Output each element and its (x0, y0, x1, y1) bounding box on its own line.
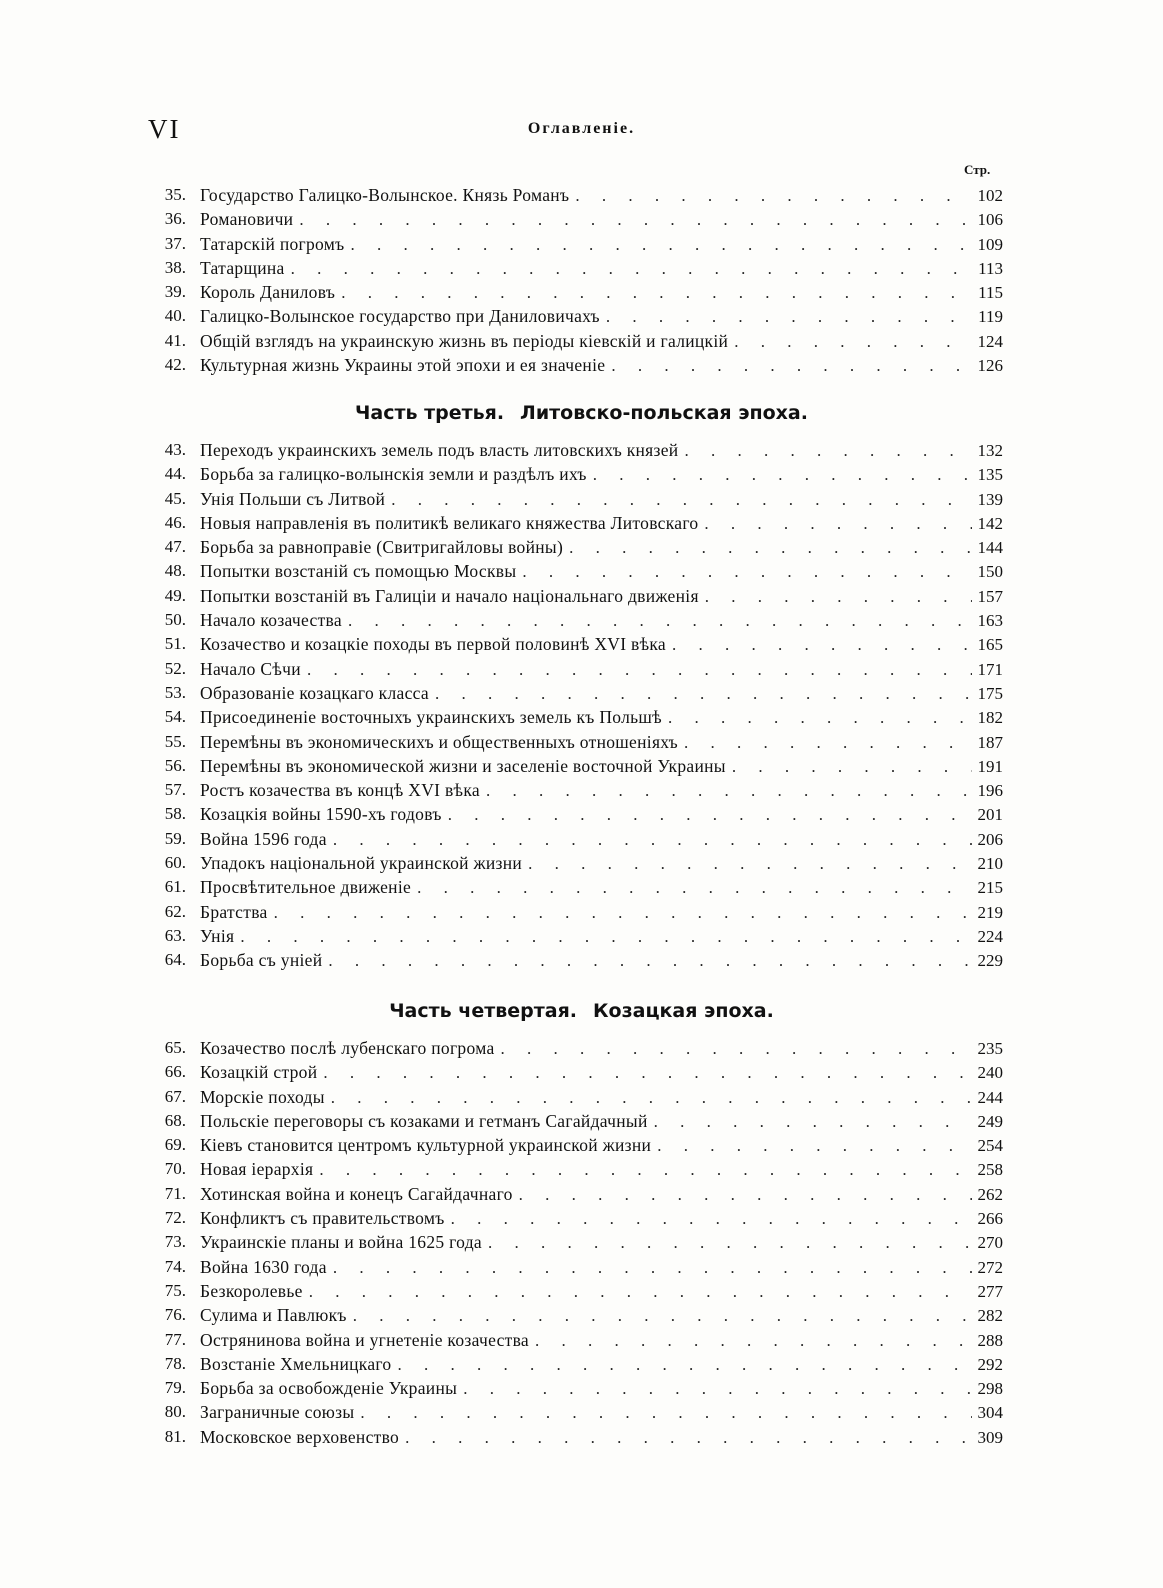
toc-entry-number: 78. (164, 1353, 186, 1373)
toc-entry-body (200, 827, 1003, 851)
toc-entry-number: 44. (164, 464, 186, 484)
toc-entry (148, 584, 1003, 608)
toc-entry-page: 150 (977, 562, 1003, 582)
toc-entry-number: 69. (164, 1135, 186, 1155)
toc-entry-title: Хотинская война и конецъ Сагайдачнаго (200, 1183, 513, 1204)
toc-entry-number: 65. (164, 1038, 186, 1057)
toc-entry (148, 1279, 1003, 1303)
toc-entry-body (200, 802, 1003, 826)
toc-entry-page: 142 (977, 513, 1003, 533)
toc-entry-page: 277 (977, 1281, 1003, 1301)
toc-entry-title: Унія Польши съ Литвой (200, 488, 386, 509)
toc-entry-page: 282 (977, 1306, 1003, 1326)
dot-leader (360, 1401, 971, 1425)
toc-entry-number: 47. (164, 537, 186, 557)
toc-entry-title: Ростъ козачества въ концѣ XVI вѣка (200, 780, 480, 801)
dot-leader (333, 828, 972, 852)
toc-entry-number: 73. (164, 1232, 186, 1252)
toc-entry-body (200, 924, 1003, 948)
toc-entry-title: Татарщина (200, 257, 285, 278)
toc-entry-number: 53. (164, 682, 186, 702)
dot-leader (291, 257, 973, 281)
toc-entry-body (200, 304, 1003, 328)
toc-entry-page: 258 (977, 1160, 1003, 1180)
toc-entry-body (200, 900, 1003, 924)
toc-section-part4 (148, 1036, 1003, 1449)
toc-entry (148, 183, 1003, 207)
toc-entry-body (200, 535, 1003, 559)
toc-entry-number: 46. (164, 512, 186, 532)
toc-entry-number: 37. (164, 233, 186, 253)
dot-leader (398, 1353, 972, 1377)
toc-entry-page: 196 (977, 781, 1003, 801)
toc-entry-body (200, 462, 1003, 486)
toc-entry-page: 175 (977, 683, 1003, 703)
toc-entry-number: 63. (164, 925, 186, 945)
toc-entry-title: Переходъ украинскихъ земель подъ власть литовскихъ князей (200, 440, 679, 460)
toc-entry-body (200, 875, 1003, 899)
dot-leader (319, 1158, 971, 1182)
toc-entry-body (200, 730, 1003, 754)
toc-entry-title: Война 1630 года (200, 1256, 327, 1277)
toc-entry-title: Война 1596 года (200, 828, 327, 849)
toc-entry-title: Сулима и Павлюкъ (200, 1305, 347, 1326)
toc-entry-number: 57. (164, 780, 186, 800)
toc-entry (148, 900, 1003, 924)
toc-entry-title: Перемѣны въ экономической жизни и заселеніе восточной Украины (200, 755, 726, 776)
dot-leader (323, 1061, 971, 1085)
toc-entry-body (200, 778, 1003, 802)
toc-entry (148, 511, 1003, 535)
toc-entry-page: 182 (977, 708, 1003, 728)
toc-entry (148, 207, 1003, 231)
toc-entry (148, 681, 1003, 705)
dot-leader (309, 1280, 972, 1304)
toc-entry-body (200, 1109, 1003, 1133)
toc-entry-body (200, 1060, 1003, 1084)
toc-entry-page: 210 (977, 854, 1003, 874)
toc-entry (148, 657, 1003, 681)
toc-entry-page: 109 (977, 234, 1003, 254)
toc-entry-number: 70. (164, 1159, 186, 1179)
toc-entry (148, 827, 1003, 851)
toc-entry-number: 74. (164, 1256, 186, 1276)
toc-entry-title: Козацкія войны 1590-хъ годовъ (200, 804, 442, 825)
dot-leader (672, 633, 972, 657)
page-column-label: Стр. (964, 162, 991, 177)
toc-entry (148, 1303, 1003, 1327)
toc-entry-number: 48. (164, 561, 186, 581)
dot-leader (611, 354, 971, 378)
dot-leader (519, 1183, 972, 1207)
toc-entry-number: 66. (164, 1062, 186, 1082)
toc-entry (148, 608, 1003, 632)
dot-leader (328, 949, 971, 973)
toc-entry-body (200, 584, 1003, 608)
toc-entry-page: 119 (978, 307, 1003, 327)
toc-entry-title: Борьба за галицко-волынскія земли и раздѣлъ ихъ (200, 464, 587, 485)
toc-entry-number: 81. (164, 1426, 186, 1446)
toc-entry-page: 171 (977, 659, 1003, 679)
toc-entry-body (200, 511, 1003, 535)
toc-entry-number: 40. (164, 306, 186, 326)
toc-entry-number: 79. (164, 1378, 186, 1398)
toc-entry-number: 41. (164, 330, 186, 350)
toc-entry-title: Романовичи (200, 209, 294, 230)
toc-entry-title: Борьба за равноправіе (Свитригайловы войны) (200, 537, 564, 558)
toc-entry (148, 535, 1003, 559)
toc-entry (148, 1109, 1003, 1133)
toc-entry-page: 288 (977, 1330, 1003, 1350)
toc-entry-number: 39. (164, 282, 186, 302)
toc-entry-body (200, 754, 1003, 778)
dot-leader (704, 512, 971, 536)
toc-entry-number: 60. (164, 853, 186, 873)
toc-entry-body (200, 608, 1003, 632)
toc-entry (148, 875, 1003, 899)
toc-entry-page: 272 (977, 1257, 1003, 1277)
dot-leader (732, 755, 972, 779)
toc-entry-number: 67. (164, 1086, 186, 1106)
toc-entry-body (200, 681, 1003, 705)
dot-leader (593, 463, 972, 487)
toc-entry-number: 71. (164, 1183, 186, 1203)
toc-entry-title: Унія (200, 925, 235, 946)
toc-entry-title: Перемѣны въ экономическихъ и общественныхъ отношеніяхъ (200, 731, 679, 752)
toc-entry-title: Общій взглядъ на украинскую жизнь въ періоды кіевскій и галицкій (200, 330, 729, 351)
dot-leader (351, 233, 972, 257)
toc-entry-title: Заграничные союзы (200, 1402, 355, 1423)
toc-entry-body (200, 1085, 1003, 1109)
toc-entry-title: Братства (200, 901, 268, 922)
toc-entry-body (200, 256, 1003, 280)
dot-leader (657, 1134, 971, 1158)
dot-leader (299, 208, 971, 232)
toc-entry-body (200, 1255, 1003, 1279)
toc-entry-title: Возстаніе Хмельницкаго (200, 1353, 392, 1374)
toc-entry-body (200, 632, 1003, 656)
toc-entry-body (200, 1400, 1003, 1424)
toc-entry-title: Козачество послѣ лубенскаго погрома (200, 1038, 495, 1058)
toc-entry-body (200, 329, 1003, 353)
toc-entry (148, 1036, 1003, 1060)
dot-leader (240, 925, 971, 949)
dot-leader (522, 560, 971, 584)
dot-leader (528, 852, 971, 876)
toc-entry-title: Просвѣтительное движеніе (200, 877, 412, 898)
toc-entry-page: 201 (977, 805, 1003, 825)
dot-leader (684, 731, 971, 755)
toc-entry-body (200, 1182, 1003, 1206)
toc-entry-title: Новыя направленія въ политикѣ великаго княжества Литовскаго (200, 512, 699, 533)
toc-entry-number: 77. (164, 1329, 186, 1349)
toc-entry-number: 62. (164, 901, 186, 921)
dot-leader (405, 1426, 971, 1450)
toc-entry (148, 462, 1003, 486)
toc-entry-body (200, 851, 1003, 875)
page-title: Оглавленіе. (527, 120, 636, 137)
toc-entry (148, 1352, 1003, 1376)
toc-entry (148, 1425, 1003, 1449)
toc-entry-page: 292 (977, 1354, 1003, 1374)
toc-entry-title: Образованіе козацкаго класса (200, 682, 429, 703)
toc-entry-title: Упадокъ національной украинской жизни (200, 853, 523, 874)
toc-entry (148, 948, 1003, 972)
toc-entry-number: 68. (164, 1110, 186, 1130)
toc-entry-page: 157 (977, 586, 1003, 606)
toc-entry-body (200, 1328, 1003, 1352)
toc-entry-page: 163 (977, 611, 1003, 631)
toc-entry-page: 262 (977, 1184, 1003, 1204)
toc-entry (148, 802, 1003, 826)
toc-entry-body (200, 1036, 1003, 1060)
toc-entry-page: 235 (977, 1039, 1003, 1058)
toc-entry-page: 113 (978, 258, 1003, 278)
toc-section-part3 (148, 438, 1003, 973)
toc-entry-title: Украинскіе планы и война 1625 года (200, 1232, 482, 1253)
toc-entry (148, 304, 1003, 328)
dot-leader (535, 1329, 972, 1353)
toc-entry-number: 38. (164, 257, 186, 277)
toc-entry-number: 42. (164, 355, 186, 375)
toc-entry-body (200, 353, 1003, 377)
toc-entry-title: Начало козачества (200, 610, 342, 631)
toc-section-part2-tail (148, 183, 1003, 377)
section-heading-part3 (0, 402, 1163, 424)
dot-leader (463, 1377, 971, 1401)
toc-entry-page: 219 (977, 902, 1003, 922)
toc-entry (148, 1376, 1003, 1400)
toc-entry-body (200, 1157, 1003, 1181)
toc-entry (148, 329, 1003, 353)
toc-entry-number: 35. (164, 185, 186, 204)
dot-leader (353, 1304, 972, 1328)
toc-entry-body (200, 1376, 1003, 1400)
toc-entry (148, 1230, 1003, 1254)
dot-leader (341, 281, 972, 305)
toc-entry (148, 1060, 1003, 1084)
toc-entry-page: 309 (977, 1427, 1003, 1447)
page-number: VI (148, 114, 181, 144)
section-heading-title: Литовско-польская эпоха. (520, 402, 808, 424)
toc-entry-number: 58. (164, 804, 186, 824)
dot-leader (307, 658, 972, 682)
toc-entry-page: 229 (977, 951, 1003, 971)
toc-entry-title: Острянинова война и угнетеніе козачества (200, 1329, 529, 1350)
toc-entry-page: 126 (977, 356, 1003, 376)
toc-entry-page: 124 (977, 331, 1003, 351)
dot-leader (501, 1037, 972, 1061)
toc-entry-title: Присоединеніе восточныхъ украинскихъ земель къ Польшѣ (200, 707, 662, 728)
toc-entry-number: 51. (164, 634, 186, 654)
toc-entry-title: Безкоролевье (200, 1280, 303, 1301)
toc-entry-page: 254 (977, 1136, 1003, 1156)
toc-entry-title: Московское верховенство (200, 1426, 400, 1447)
section-heading-part4 (0, 1000, 1163, 1022)
toc-entry (148, 487, 1003, 511)
toc-entry-page: 144 (977, 538, 1003, 558)
toc-entry-body (200, 1279, 1003, 1303)
toc-entry-number: 61. (164, 877, 186, 897)
toc-entry-body (200, 487, 1003, 511)
dot-leader (569, 536, 971, 560)
toc-entry-title: Король Даниловъ (200, 282, 336, 303)
dot-leader (654, 1110, 972, 1134)
toc-entry-body (200, 438, 1003, 462)
toc-entry-title: Культурная жизнь Украины этой эпохи и ея значеніе (200, 355, 606, 376)
toc-entry-page: 135 (977, 465, 1003, 485)
toc-entry-body (200, 1303, 1003, 1327)
toc-entry (148, 730, 1003, 754)
toc-entry-page: 304 (977, 1403, 1003, 1423)
section-heading-part-label: Часть третья. (355, 402, 505, 424)
toc-entry (148, 1328, 1003, 1352)
dot-leader (486, 779, 972, 803)
dot-leader (606, 305, 972, 329)
toc-entry-number: 75. (164, 1280, 186, 1300)
toc-entry-body (200, 1133, 1003, 1157)
toc-entry-body (200, 948, 1003, 972)
section-heading-title: Козацкая эпоха. (593, 1000, 774, 1022)
toc-entry-title: Польскіе переговоры съ козаками и гетманъ Сагайдачный (200, 1110, 648, 1131)
toc-entry-body (200, 705, 1003, 729)
dot-leader (734, 330, 971, 354)
toc-entry-page: 206 (977, 829, 1003, 849)
toc-entry-page: 249 (977, 1111, 1003, 1131)
toc-entry (148, 632, 1003, 656)
dot-leader (684, 439, 971, 463)
toc-entry-number: 59. (164, 828, 186, 848)
toc-entry-body (200, 559, 1003, 583)
toc-entry-number: 76. (164, 1305, 186, 1325)
toc-entry (148, 438, 1003, 462)
toc-entry (148, 559, 1003, 583)
toc-entry-body (200, 183, 1003, 207)
toc-entry-number: 49. (164, 585, 186, 605)
dot-leader (391, 488, 971, 512)
dot-leader (331, 1086, 972, 1110)
dot-leader (668, 706, 972, 730)
toc-entry (148, 353, 1003, 377)
toc-entry-title: Конфликтъ съ правительствомъ (200, 1208, 445, 1229)
toc-entry-number: 36. (164, 209, 186, 229)
toc-entry-number: 43. (164, 440, 186, 459)
toc-entry-body (200, 1425, 1003, 1449)
toc-entry-number: 56. (164, 755, 186, 775)
dot-leader (705, 585, 972, 609)
dot-leader (274, 901, 972, 925)
dot-leader (448, 803, 972, 827)
toc-entry-title: Борьба съ уніей (200, 950, 323, 971)
toc-entry-body (200, 1206, 1003, 1230)
toc-entry-title: Козачество и козацкіе походы въ первой половинѣ XVI вѣка (200, 634, 666, 655)
toc-entry-page: 115 (978, 283, 1003, 303)
toc-entry-number: 50. (164, 610, 186, 630)
toc-entry-page: 102 (977, 186, 1003, 205)
toc-entry-body (200, 1230, 1003, 1254)
toc-entry (148, 232, 1003, 256)
toc-entry (148, 851, 1003, 875)
toc-entry-body (200, 232, 1003, 256)
toc-entry (148, 705, 1003, 729)
toc-entry (148, 1206, 1003, 1230)
toc-entry-number: 52. (164, 658, 186, 678)
toc-entry-page: 266 (977, 1209, 1003, 1229)
running-head (0, 114, 1163, 154)
dot-leader (348, 609, 972, 633)
toc-entry-title: Попытки возстаній съ помощью Москвы (200, 561, 517, 582)
toc-entry (148, 1400, 1003, 1424)
toc-entry-title: Государство Галицко-Волынское. Князь Романъ (200, 185, 570, 205)
toc-entry-number: 80. (164, 1402, 186, 1422)
toc-entry-title: Попытки возстаній въ Галиціи и начало національнаго движенія (200, 585, 699, 606)
toc-entry (148, 924, 1003, 948)
toc-entry-page: 132 (977, 441, 1003, 460)
toc-entry-number: 45. (164, 488, 186, 508)
toc-entry-page: 270 (977, 1233, 1003, 1253)
toc-entry (148, 1157, 1003, 1181)
toc-entry-body (200, 280, 1003, 304)
toc-entry (148, 1085, 1003, 1109)
toc-entry (148, 256, 1003, 280)
dot-leader (575, 184, 971, 208)
toc-entry-title: Козацкій строй (200, 1062, 318, 1083)
toc-entry-title: Борьба за освобожденіе Украины (200, 1378, 458, 1399)
toc-entry-title: Морскіе походы (200, 1086, 325, 1107)
toc-entry-page: 215 (977, 878, 1003, 898)
dot-leader (451, 1207, 972, 1231)
toc-entry-title: Начало Сѣчи (200, 658, 301, 679)
dot-leader (333, 1256, 972, 1280)
toc-entry-title: Галицко-Волынское государство при Даниловичахъ (200, 306, 600, 327)
toc-entry (148, 1133, 1003, 1157)
toc-entry-page: 224 (977, 926, 1003, 946)
toc-entry-page: 191 (977, 756, 1003, 776)
toc-entry-body (200, 657, 1003, 681)
toc-entry (148, 280, 1003, 304)
toc-entry (148, 754, 1003, 778)
toc-entry-page: 244 (977, 1087, 1003, 1107)
dot-leader (417, 876, 971, 900)
toc-entry-page: 139 (977, 489, 1003, 509)
toc-entry-page: 298 (977, 1379, 1003, 1399)
toc-entry-number: 64. (164, 950, 186, 970)
toc-entry (148, 1182, 1003, 1206)
dot-leader (488, 1231, 972, 1255)
section-heading-part-label: Часть четвертая. (389, 1000, 577, 1022)
toc-entry-number: 72. (164, 1208, 186, 1228)
toc-entry-title: Новая іерархія (200, 1159, 314, 1180)
toc-entry-page: 240 (977, 1063, 1003, 1083)
toc-entry-body (200, 1352, 1003, 1376)
toc-entry-title: Татарскій погромъ (200, 233, 345, 254)
toc-entry (148, 1255, 1003, 1279)
toc-entry-title: Кіевъ становится центромъ культурной украинской жизни (200, 1135, 652, 1156)
toc-entry-page: 165 (977, 635, 1003, 655)
toc-entry (148, 778, 1003, 802)
toc-entry-number: 55. (164, 731, 186, 751)
toc-entry-body (200, 207, 1003, 231)
dot-leader (435, 682, 972, 706)
toc-entry-number: 54. (164, 707, 186, 727)
toc-entry-page: 106 (977, 210, 1003, 230)
toc-entry-page: 187 (977, 732, 1003, 752)
